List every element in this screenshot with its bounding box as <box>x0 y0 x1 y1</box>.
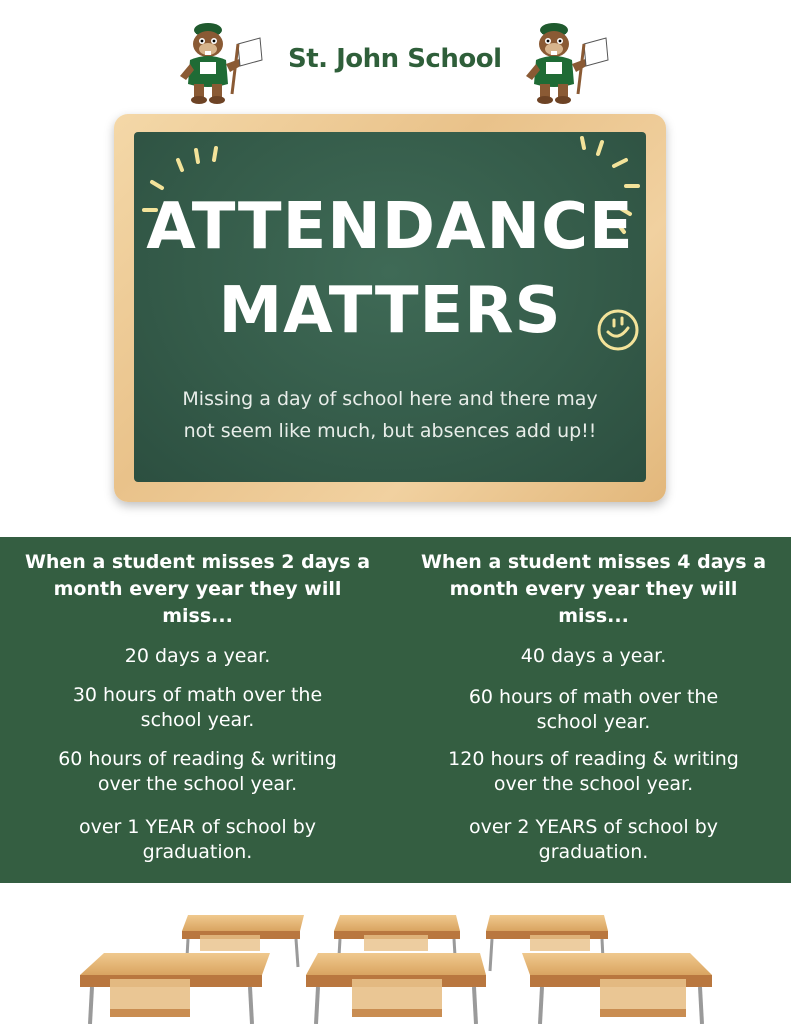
fact-reading-hours: 60 hours of reading & writing over the school year. <box>58 748 337 795</box>
groundhog-mascot-icon <box>522 18 612 106</box>
fact-math-hours: 30 hours of math over the school year. <box>72 684 323 731</box>
header <box>0 0 791 110</box>
chalkboard <box>134 132 646 482</box>
absence-facts-band <box>0 537 791 883</box>
fact-years: over 2 YEARS of school by graduation. <box>468 816 719 863</box>
board-title-line1: ATTENDANCE <box>146 190 634 264</box>
fact-days: 40 days a year. <box>520 645 667 667</box>
fact-math-hours: 60 hours of math over the school year. <box>468 686 719 733</box>
board-message-line1: Missing a day of school here and there may <box>182 388 598 410</box>
board-message-line2: not seem like much, but absences add up!! <box>183 420 597 442</box>
fact-days: 20 days a year. <box>124 645 271 667</box>
column-heading: When a student misses 4 days a month every year they will miss... <box>420 551 767 627</box>
fact-reading-hours: 120 hours of reading & writing over the school year. <box>448 748 739 795</box>
classroom-desks-icon <box>0 895 791 1024</box>
column-heading: When a student misses 2 days a month every year they will miss... <box>24 551 371 627</box>
fact-years: over 1 YEAR of school by graduation. <box>79 816 316 863</box>
groundhog-mascot-icon <box>176 18 266 106</box>
school-name: St. John School <box>288 44 502 74</box>
smiley-icon <box>594 306 642 354</box>
board-title-line2: MATTERS <box>218 274 562 348</box>
